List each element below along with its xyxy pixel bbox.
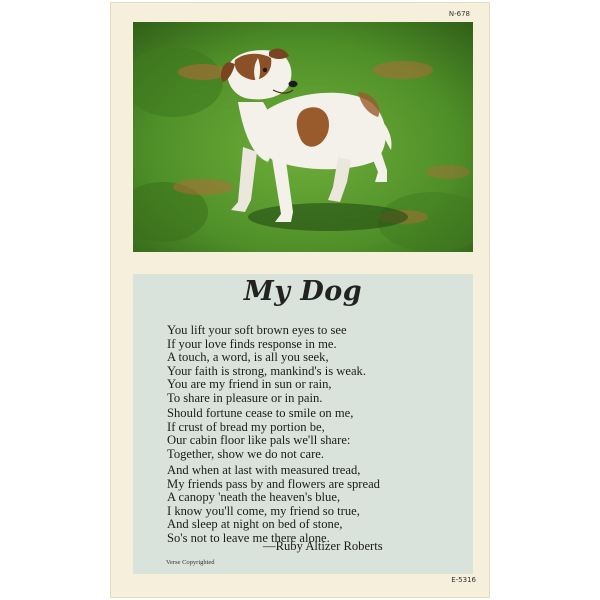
verse-line: A canopy 'neath the heaven's blue,	[167, 490, 341, 505]
verse-line: Together, show we do not care.	[167, 446, 325, 461]
verse-line: Your faith is strong, mankind's is weak.	[167, 363, 366, 378]
dog-photo	[133, 22, 473, 252]
verse-line: You are my friend in sun or rain,	[167, 377, 332, 392]
stanza-1	[167, 324, 366, 406]
verse-line: A touch, a word, is all you seek,	[167, 350, 329, 365]
verse-line: Our cabin floor like pals we'll share:	[167, 433, 351, 448]
verse-line: To share in pleasure or in pain.	[167, 390, 323, 405]
stanza-3	[167, 464, 380, 546]
verse-line: If your love finds response in me.	[167, 336, 337, 351]
verse-line: And when at last with measured tread,	[167, 463, 361, 477]
verse-panel	[133, 274, 473, 574]
copyright-notice: Verse Copyrighted	[166, 559, 215, 566]
verse-line: I know you'll come, my friend so true,	[167, 503, 360, 518]
verse-line: If crust of bread my portion be,	[167, 419, 325, 434]
author-credit: —Ruby Altizer Roberts	[263, 539, 383, 553]
stanza-2	[167, 407, 353, 461]
catalog-code-top: N-678	[448, 10, 470, 18]
poem-title: My Dog	[243, 276, 363, 307]
verse-line: You lift your soft brown eyes to see	[167, 323, 347, 337]
postcard	[110, 2, 490, 598]
dog-illustration	[133, 22, 473, 252]
verse-line: So's not to leave me there alone.	[167, 530, 330, 545]
verse-line: And sleep at night on bed of stone,	[167, 517, 343, 532]
catalog-code-bottom: E-5316	[451, 576, 476, 584]
verse-line: Should fortune cease to smile on me,	[167, 406, 354, 420]
verse-line: My friends pass by and flowers are spread	[167, 476, 380, 491]
